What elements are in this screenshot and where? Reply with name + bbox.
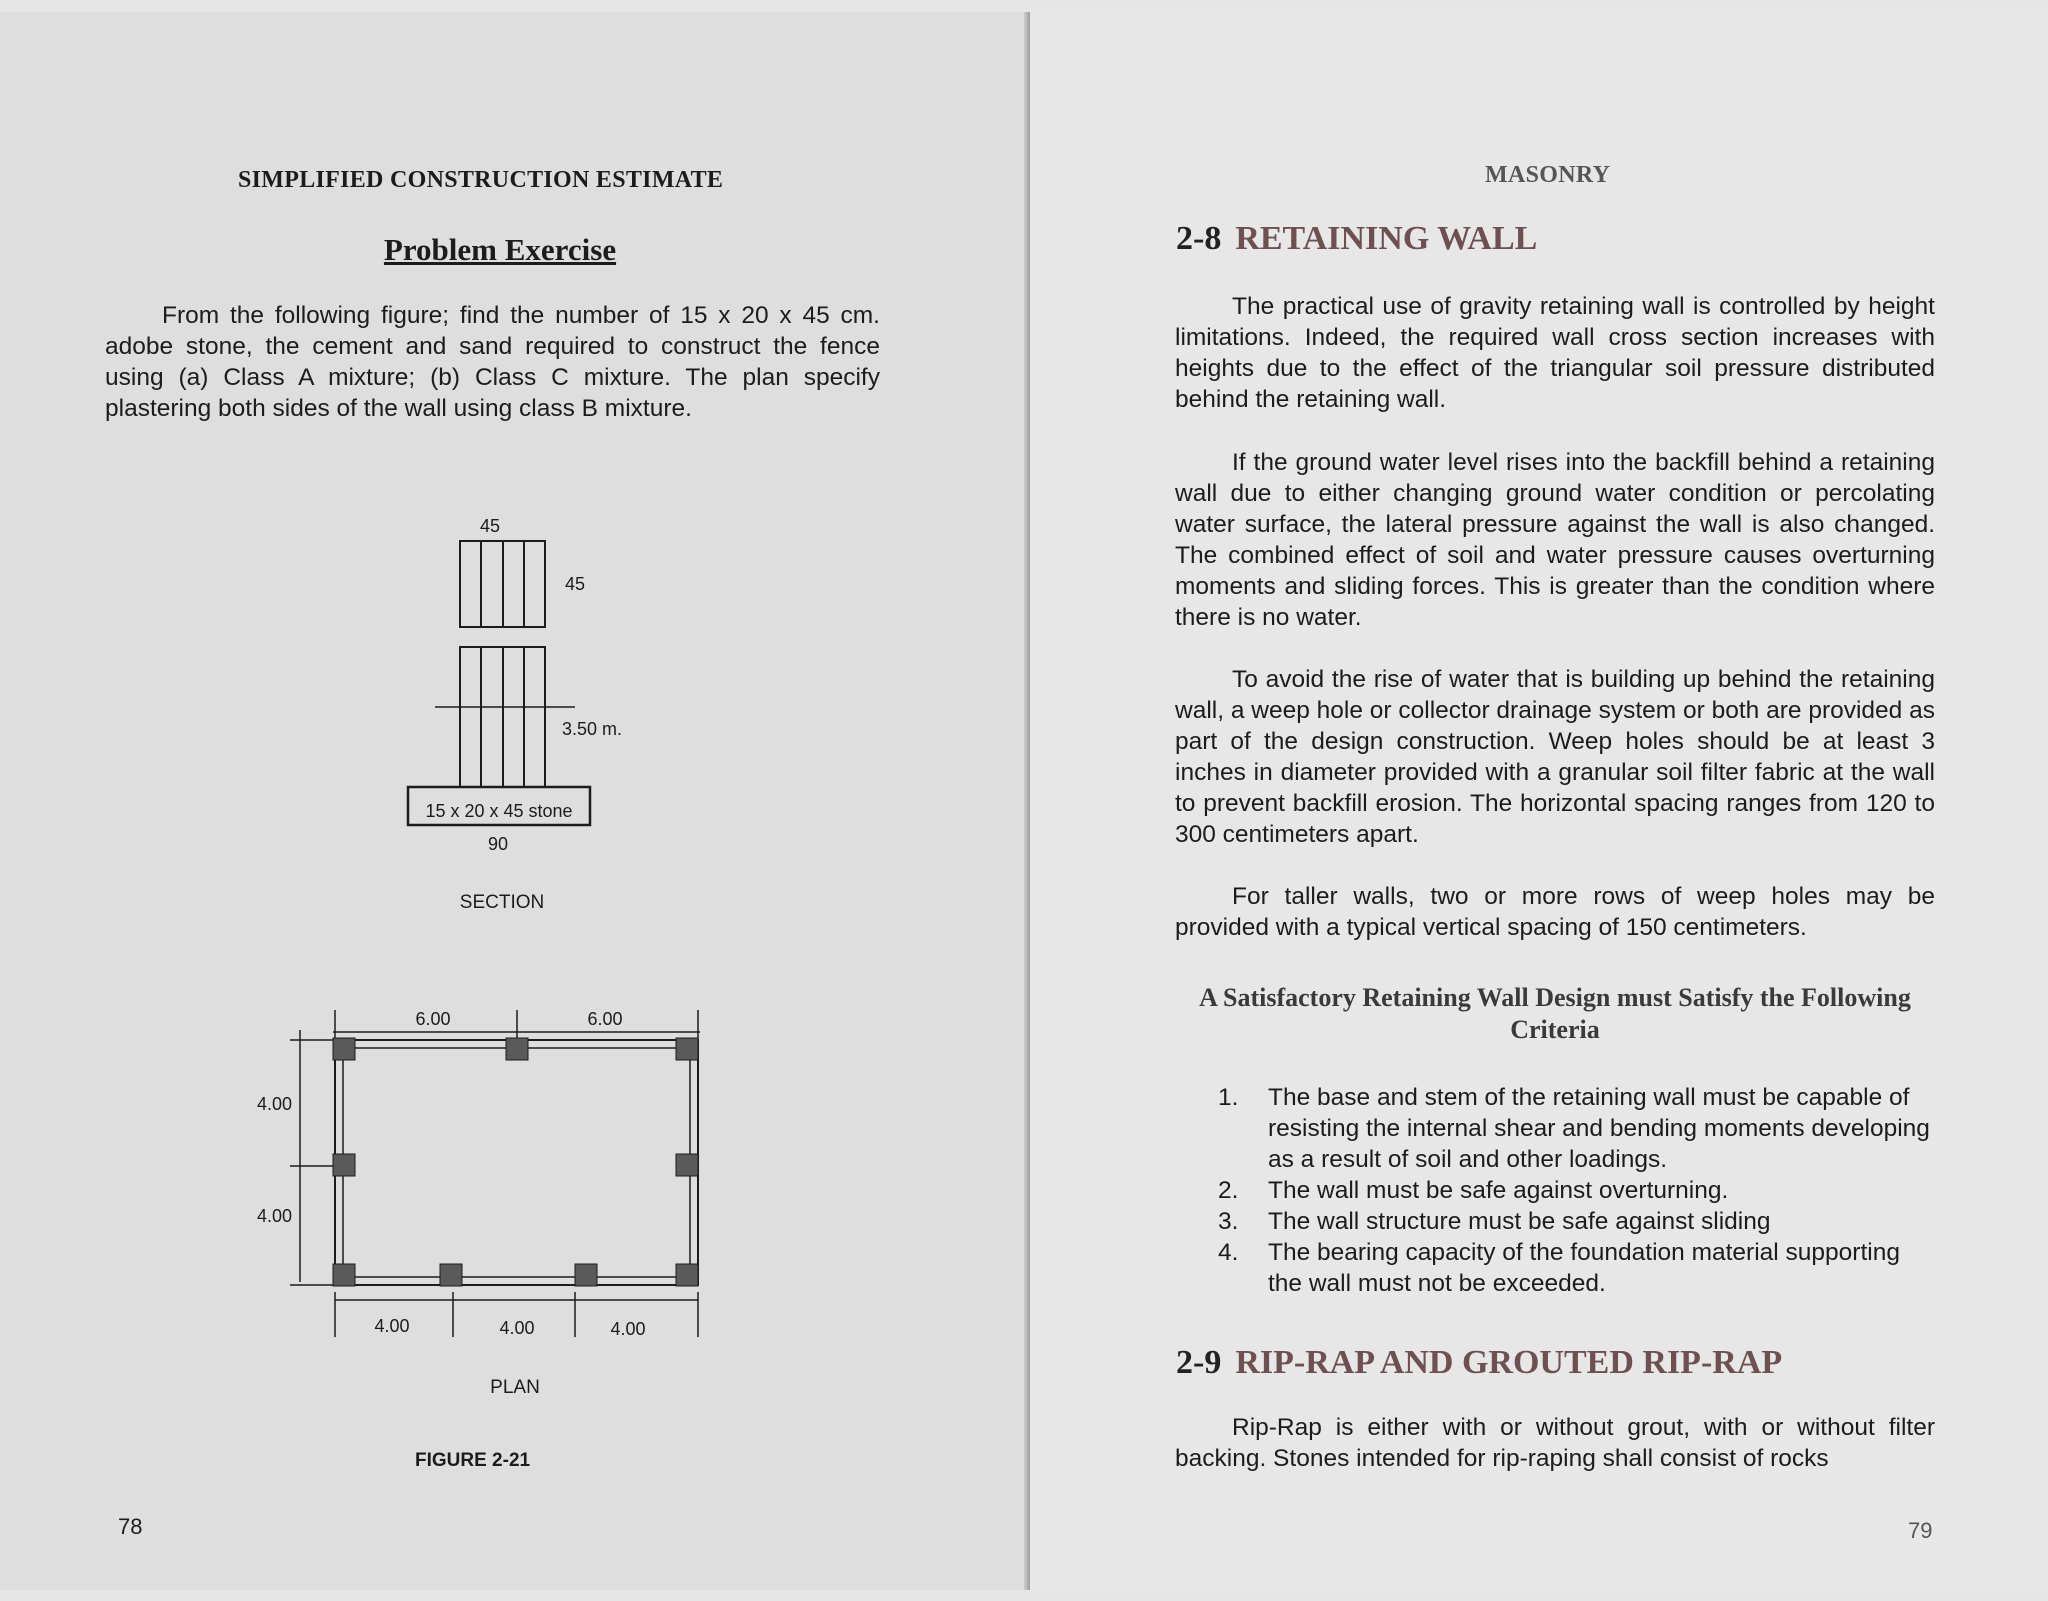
figure-caption: FIGURE 2-21 (415, 1450, 531, 1471)
page-number-left: 78 (118, 1514, 143, 1539)
plan-post (333, 1264, 355, 1286)
plan-bottom-dim: 4.00 (374, 1316, 410, 1336)
plan-top-dim: 6.00 (587, 1009, 623, 1029)
criteria-item: 1. The base and stem of the retaining wall must be capable of resisting the internal shear and bending moments developing as a result of soil and other loadings. (1218, 1084, 1930, 1173)
section-drawing (390, 507, 630, 927)
section-top-width-label: 45 (479, 516, 501, 536)
plan-wall-outer (335, 1040, 698, 1285)
left-page (0, 12, 1030, 1590)
section-title: RIP-RAP AND GROUTED RIP-RAP (1235, 1344, 1783, 1381)
section-footing-label: 15 x 20 x 45 stone (425, 801, 573, 821)
retaining-wall-paragraph: If the ground water level rises into the backfill behind a retaining wall due to either changing ground water condition or percolating water surface, the lateral pressure against the wall is also changed. The combined effect of soil and water pressure causes overturning moments and sliding forces. This is greater than the condition where there is no water. (1175, 449, 1935, 631)
section-heading-retaining-wall (1176, 220, 1537, 258)
plan-wall-inner (343, 1048, 690, 1277)
criteria-item: 2. The wall must be safe against overturning. (1218, 1177, 1729, 1204)
plan-side-dim: 4.00 (257, 1094, 293, 1114)
plan-bottom-dim: 4.00 (499, 1318, 535, 1338)
plan-top-dim: 6.00 (415, 1009, 451, 1029)
plan-caption: PLAN (490, 1377, 540, 1398)
criteria-heading: A Satisfactory Retaining Wall Design must Satisfy the Following Criteria (1199, 983, 1911, 1044)
running-head-left: SIMPLIFIED CONSTRUCTION ESTIMATE (238, 167, 724, 193)
criteria-item: 3. The wall structure must be safe against sliding (1218, 1208, 1771, 1235)
plan-post (333, 1154, 355, 1176)
section-top-height-label: 45 (565, 574, 586, 594)
retaining-wall-paragraph: For taller walls, two or more rows of weep holes may be provided with a typical vertical spacing of 150 centimeters. (1175, 883, 1935, 941)
section-caption: SECTION (459, 892, 545, 913)
retaining-wall-paragraph: The practical use of gravity retaining wall is controlled by height limitations. Indeed, the required wall cross section increases with heights due to the effect of the triangular soil pressure distributed behind the retaining wall. (1175, 293, 1935, 413)
section-heading-rip-rap (1176, 1344, 1782, 1382)
plan-post (575, 1264, 597, 1286)
plan-post (440, 1264, 462, 1286)
section-number: 2-8 (1176, 220, 1222, 257)
section-number: 2-9 (1176, 1344, 1222, 1381)
problem-title: Problem Exercise (383, 232, 617, 267)
plan-post (333, 1038, 355, 1060)
plan-drawing (255, 1002, 725, 1422)
section-title: RETAINING WALL (1235, 220, 1538, 257)
criteria-item: 4. The bearing capacity of the foundation material supporting the wall must not be exceeded. (1218, 1239, 1900, 1297)
book-spread (0, 12, 2048, 1590)
section-base-width-label: 90 (487, 834, 509, 854)
plan-bottom-dim: 4.00 (610, 1319, 646, 1339)
plan-post (676, 1038, 698, 1060)
retaining-wall-paragraph: To avoid the rise of water that is building up behind the retaining wall, a weep hole or collector drainage system or both are provided as part of the design construction. Weep holes should be at least 3 inches in diameter provided with a granular soil filter fabric at the wall to prevent backfill erosion. The horizontal spacing ranges from 120 to 300 centimeters apart. (1175, 666, 1935, 848)
plan-post (676, 1264, 698, 1286)
rip-rap-paragraph: Rip-Rap is either with or without grout, with or without filter backing. Stones intended for rip-raping shall consist of rocks (1175, 1414, 1935, 1472)
problem-text: From the following figure; find the number of 15 x 20 x 45 cm. adobe stone, the cement and sand required to construct the fence using (a) Class A mixture; (b) Class C mixture. The plan specify plastering both sides of the wall using class B mixture. (105, 302, 880, 422)
plan-side-dim: 4.00 (257, 1206, 293, 1226)
plan-post (506, 1038, 528, 1060)
page-number-right: 79 (1908, 1518, 1933, 1543)
criteria-list (1210, 1082, 1938, 1299)
running-head-right: MASONRY (1485, 162, 1611, 188)
section-height-label: 3.50 m. (562, 719, 623, 739)
plan-post (676, 1154, 698, 1176)
